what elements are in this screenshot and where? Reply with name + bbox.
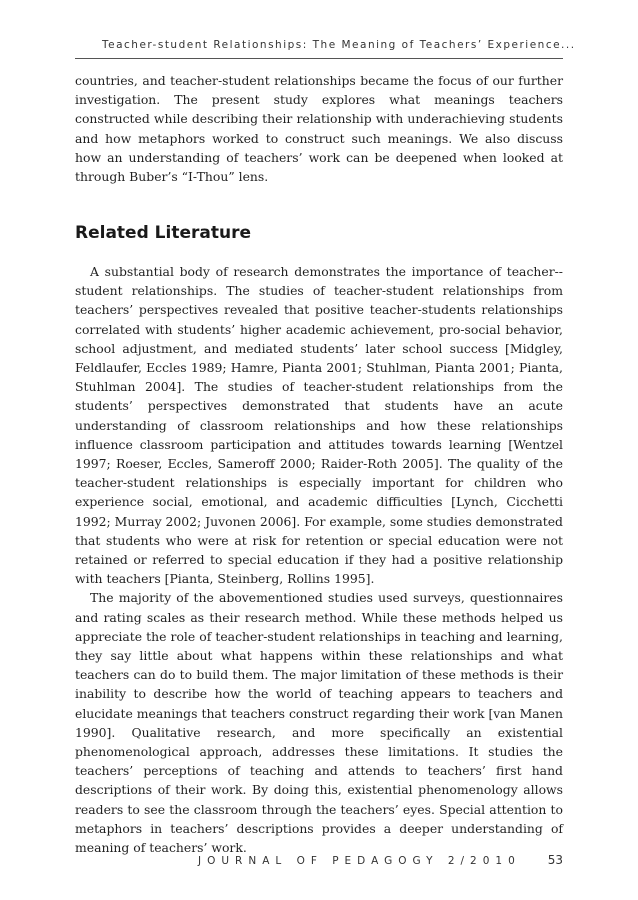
intro-paragraph-block (75, 71, 563, 186)
section-heading: Related Literature (75, 223, 251, 243)
intro-paragraph: countries, and teacher-student relationships became the focus of our further investigation. The present study explores what meanings teachers constructed while describing their relationship with underachieving students and how metaphors worked to construct such meanings. We also discuss how an understanding of teachers’ work can be deepened when looked at through Buber’s “I-Thou” lens. (75, 73, 563, 185)
body-paragraph-1: A substantial body of research demonstrates the importance of teacher--student relationships. The studies of teacher-student relationships from teachers’ perspectives revealed that positive teacher-students relationships correlated with students’ higher academic achievement, pro-social behavior, school adjustment, and mediated students’ later school success [Midgley, Feldlaufer, Eccles 1989; Hamre, Pianta 2001; Stuhlman, Pianta 2001; Pianta, Stuhlman 2004]. The studies of teacher-student relationships from the students’ perspectives demonstrated that students have an acute understanding of classroom relationships and how these relationships influence classroom participation and attitudes towards learning [Wentzel 1997; Roeser, Eccles, Sameroff 2000; Raider-Roth 2005]. The quality of the teacher-student relationships is especially important for children who experience social, emotional, and academic difficulties [Lynch, Cicchetti 1992; Murray 2002; Juvonen 2006]. For example, some studies demonstrated that students who were at risk for retention or special education were not retained or referred to special education if they had a positive relationship with teachers [Pianta, Steinberg, Rollins 1995]. (75, 264, 563, 587)
body-text (75, 262, 563, 857)
footer-journal-title: JOURNAL OF PEDAGOGY 2/2010 (198, 855, 521, 867)
page-number: 53 (547, 853, 563, 867)
running-header: Teacher-student Relationships: The Meaning of Teachers’ Experience... (102, 39, 576, 51)
header-rule (75, 58, 563, 59)
body-paragraph-2: The majority of the abovementioned studies used surveys, questionnaires and rating scales as their research method. While these methods helped us appreciate the role of teacher-student relationships in teaching and learning, they say little about what happens within these relationships and what teachers can do to build them. The major limitation of these methods is their inability to describe how the world of teaching appears to teachers and elucidate meanings that teachers construct regarding their work [van Manen 1990]. Qualitative research, and more specifically an existential phenomenological approach, addresses these limitations. It studies the teachers’ perceptions of teaching and attends to teachers’ first hand descriptions of their work. By doing this, existential phenomenology allows readers to see the classroom through the teachers’ eyes. Special attention to metaphors in teachers’ descriptions provides a deeper understanding of meaning of teachers’ work. (75, 590, 563, 856)
